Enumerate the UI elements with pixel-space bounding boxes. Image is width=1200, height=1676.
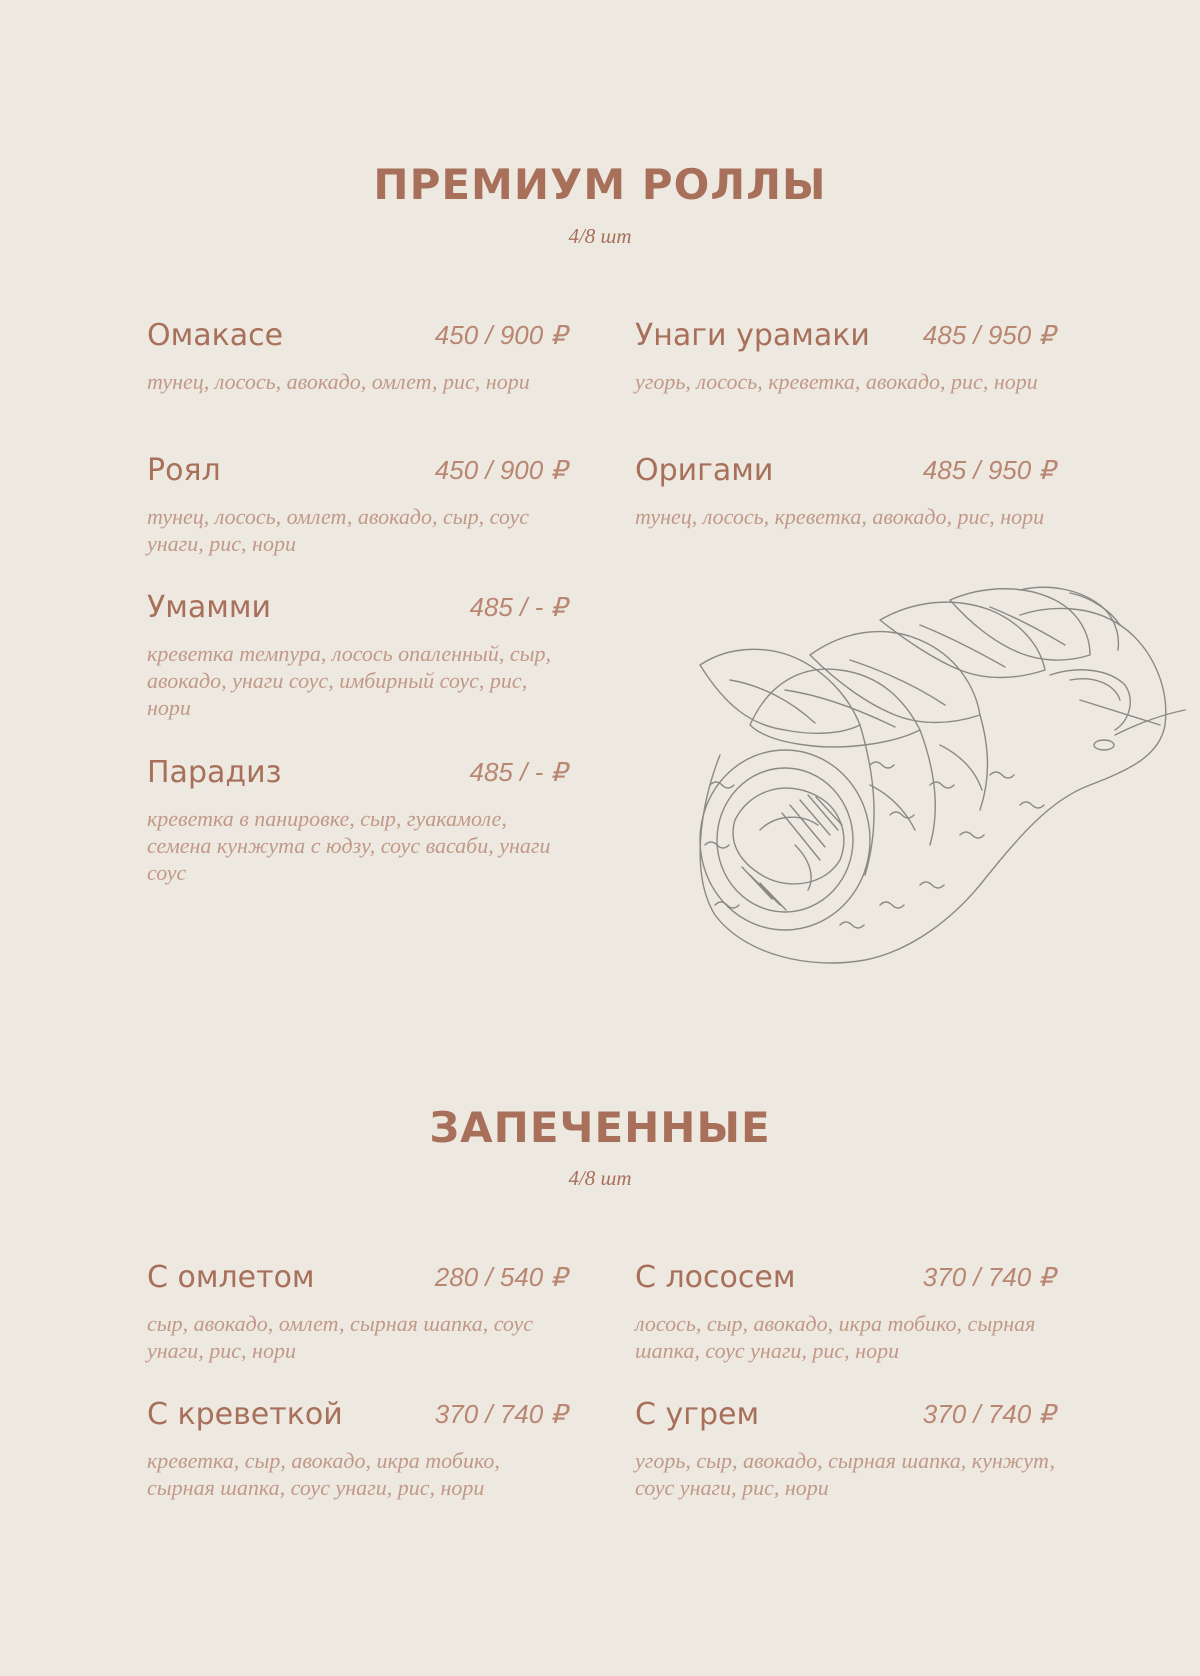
section-quantity-premium: 4/8 шт [568,224,632,248]
section-title-premium: ПРЕМИУМ РОЛЛЫ [373,160,827,209]
menu-item-price: 370 / 740 ₽ [922,1262,1055,1292]
menu-item-description: сыр, авокадо, омлет, сырная шапка, соус унаги, рис, нори [147,1311,534,1363]
menu-item-description: креветка темпура, лосось опаленный, сыр, авокадо, унаги соус, имбирный соус, рис, нори [147,641,551,720]
menu-item-price: 485 / - ₽ [469,757,567,787]
menu-item-price: 280 / 540 ₽ [434,1262,567,1292]
menu-item-name: Умамми [147,590,272,625]
menu-item-price: 485 / - ₽ [469,592,567,622]
menu-item-price: 370 / 740 ₽ [922,1399,1055,1429]
menu-item-name: С угрем [635,1397,760,1432]
menu-item-description: угорь, лосось, креветка, авокадо, рис, нори [635,369,1038,394]
section-title-baked: ЗАПЕЧЕННЫЕ [429,1103,771,1152]
menu-item-name: Парадиз [147,755,282,790]
menu-item-name: Омакасе [147,318,284,353]
menu-item-name: Роял [147,453,221,488]
menu-item-price: 370 / 740 ₽ [434,1399,567,1429]
menu-item-price: 485 / 950 ₽ [922,320,1055,350]
section-quantity-baked: 4/8 шт [568,1166,632,1190]
menu-item-description: лосось, сыр, авокадо, икра тобико, сырная шапка, соус унаги, рис, нори [635,1311,1036,1363]
menu-item-description: креветка, сыр, авокадо, икра тобико, сырная шапка, соус унаги, рис, нори [147,1448,500,1500]
menu-item-name: Унаги урамаки [635,318,870,353]
menu-item-price: 450 / 900 ₽ [434,320,567,350]
menu-item-name: С лососем [635,1260,796,1295]
sushi-roll-sketch-icon [690,585,1200,980]
menu-item-name: Оригами [635,453,774,488]
menu-item-price: 450 / 900 ₽ [434,455,567,485]
menu-item-price: 485 / 950 ₽ [922,455,1055,485]
menu-item-description: тунец, лосось, авокадо, омлет, рис, нори [147,369,530,394]
menu-item-name: С креветкой [147,1397,343,1432]
menu-item-name: С омлетом [147,1260,315,1295]
menu-item-description: креветка в панировке, сыр, гуакамоле, семена кунжута с юдзу, соус васаби, унаги соус [147,806,551,885]
menu-item-description: тунец, лосось, креветка, авокадо, рис, нори [635,504,1045,529]
menu-item-description: угорь, сыр, авокадо, сырная шапка, кунжут, соус унаги, рис, нори [635,1448,1055,1500]
menu-item-description: тунец, лосось, омлет, авокадо, сыр, соус унаги, рис, нори [147,504,529,556]
